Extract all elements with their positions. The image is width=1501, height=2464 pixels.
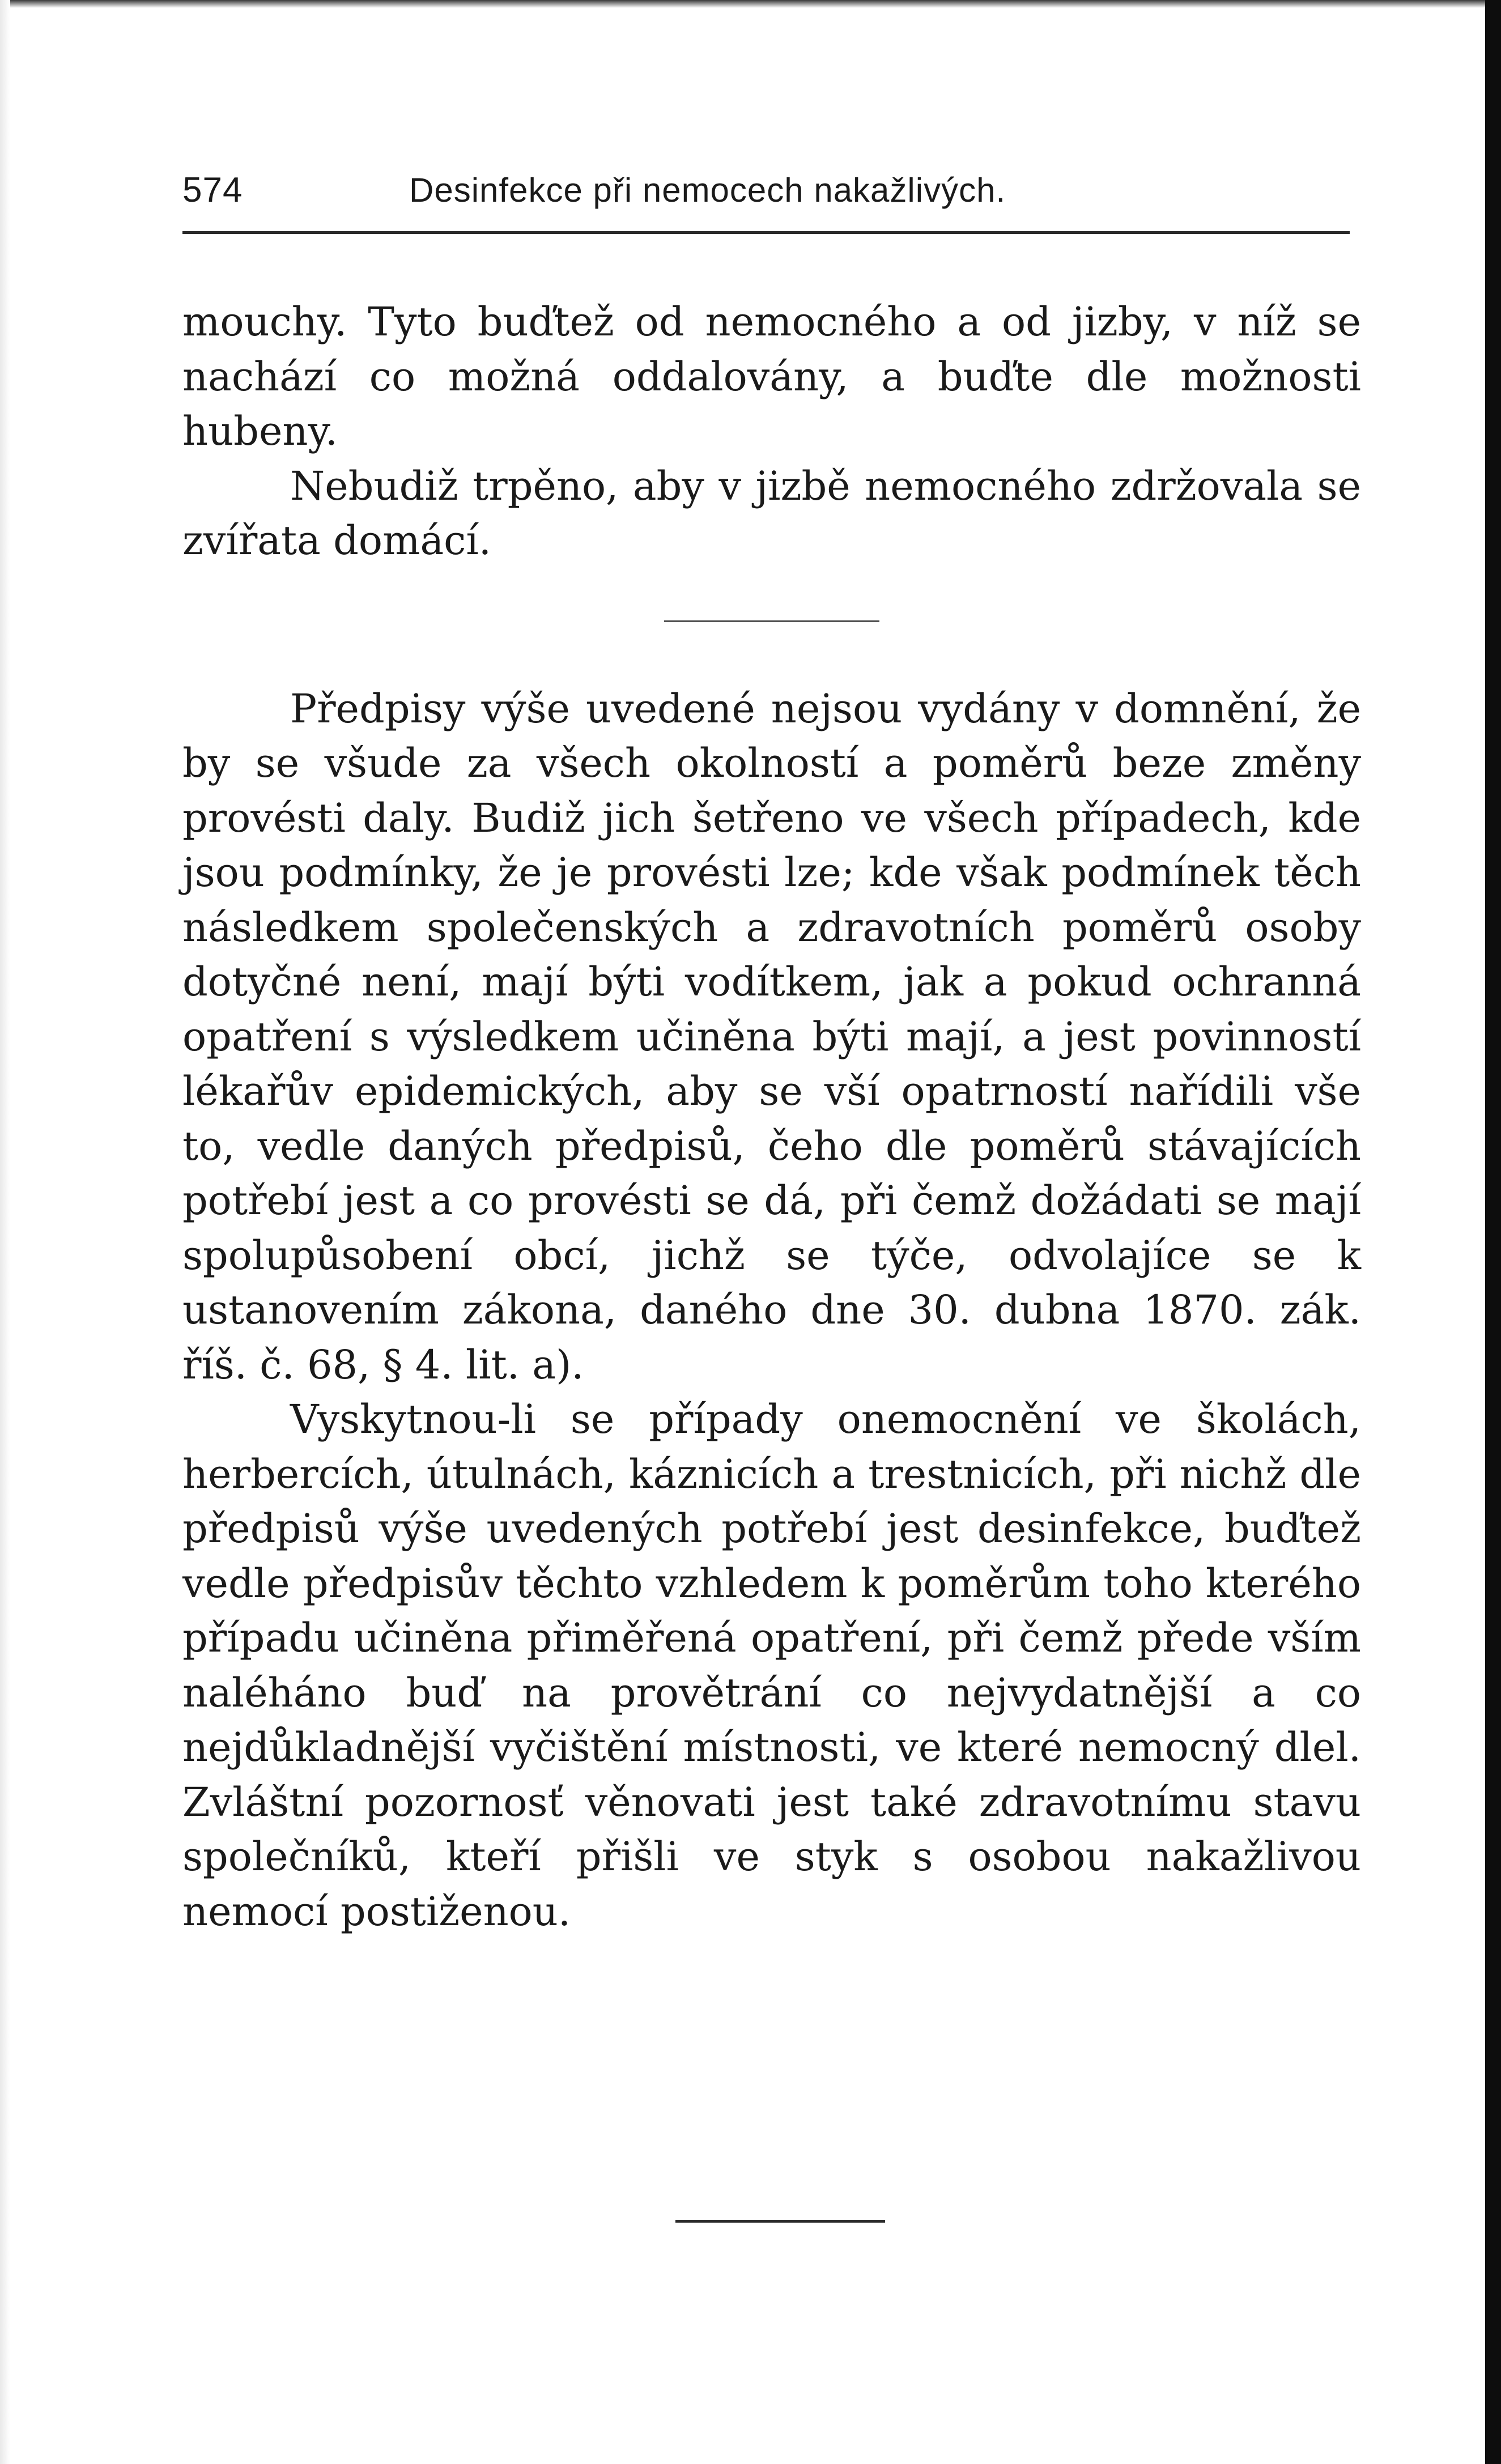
separator-rule	[664, 620, 879, 622]
paragraph-schools: Vyskytnou-li se případy onemocnění ve školách, herbercích, útulnách, káznicích a trestnicích, při nichž dle předpisů výše uvedených potřebí jest desinfekce, buďtež vedle předpisův těchto vzhledem k poměrům toho kterého případu učiněna přiměřená opatření, při čemž přede vším naléháno buď na provětrání co nejvydatnější a co nejdůkladnější vyčištění místnosti, ve které nemocný dlel. Zvláštní pozornosť věnovati jest také zdravotnímu stavu společníků, kteří přišli ve styk s osobou nakažlivou nemocí postiženou.	[182, 1396, 1361, 1935]
scan-edge-right	[1485, 0, 1501, 2464]
paragraph-animals: Nebudiž trpěno, aby v jizbě nemocného zdržovala se zvířata domácí.	[182, 462, 1361, 564]
header-rule	[182, 231, 1350, 234]
scan-edge-left	[0, 0, 10, 2464]
page-number: 574	[182, 171, 243, 210]
paragraph-flies: mouchy. Tyto buďtež od nemocného a od jizby, v níž se nachází co možná oddalovány, a buďte dle možnosti hubeny.	[182, 299, 1361, 454]
section-separator	[182, 568, 1361, 682]
end-rule	[675, 2220, 885, 2223]
paragraph-regulations: Předpisy výše uvedené nejsou vydány v domnění, že by se všude za všech okolností a poměrů beze změny provésti daly. Budiž jich šetřeno ve všech případech, kde jsou podmínky, že je provésti lze; kde však podmínek těch následkem společenských a zdravotních poměrů osoby dotyčné není, mají býti vodítkem, jak a pokud ochranná opatření s výsledkem učiněna býti mají, a jest povinností lékařův epidemických, aby se vší opatrností nařídili vše to, vedle daných předpisů, čeho dle poměrů stávajících potřebí jest a co provésti se dá, při čemž dožádati se mají spolupůsobení obcí, jichž se týče, odvolajíce se k ustanovením zákona, daného dne 30. dubna 1870. zák. říš. č. 68, § 4. lit. a).	[182, 685, 1361, 1388]
body-text	[182, 295, 1361, 1939]
scan-edge-top	[0, 0, 1501, 8]
page-header	[182, 168, 1361, 213]
running-title: Desinfekce při nemocech nakažlivých.	[409, 171, 1006, 209]
